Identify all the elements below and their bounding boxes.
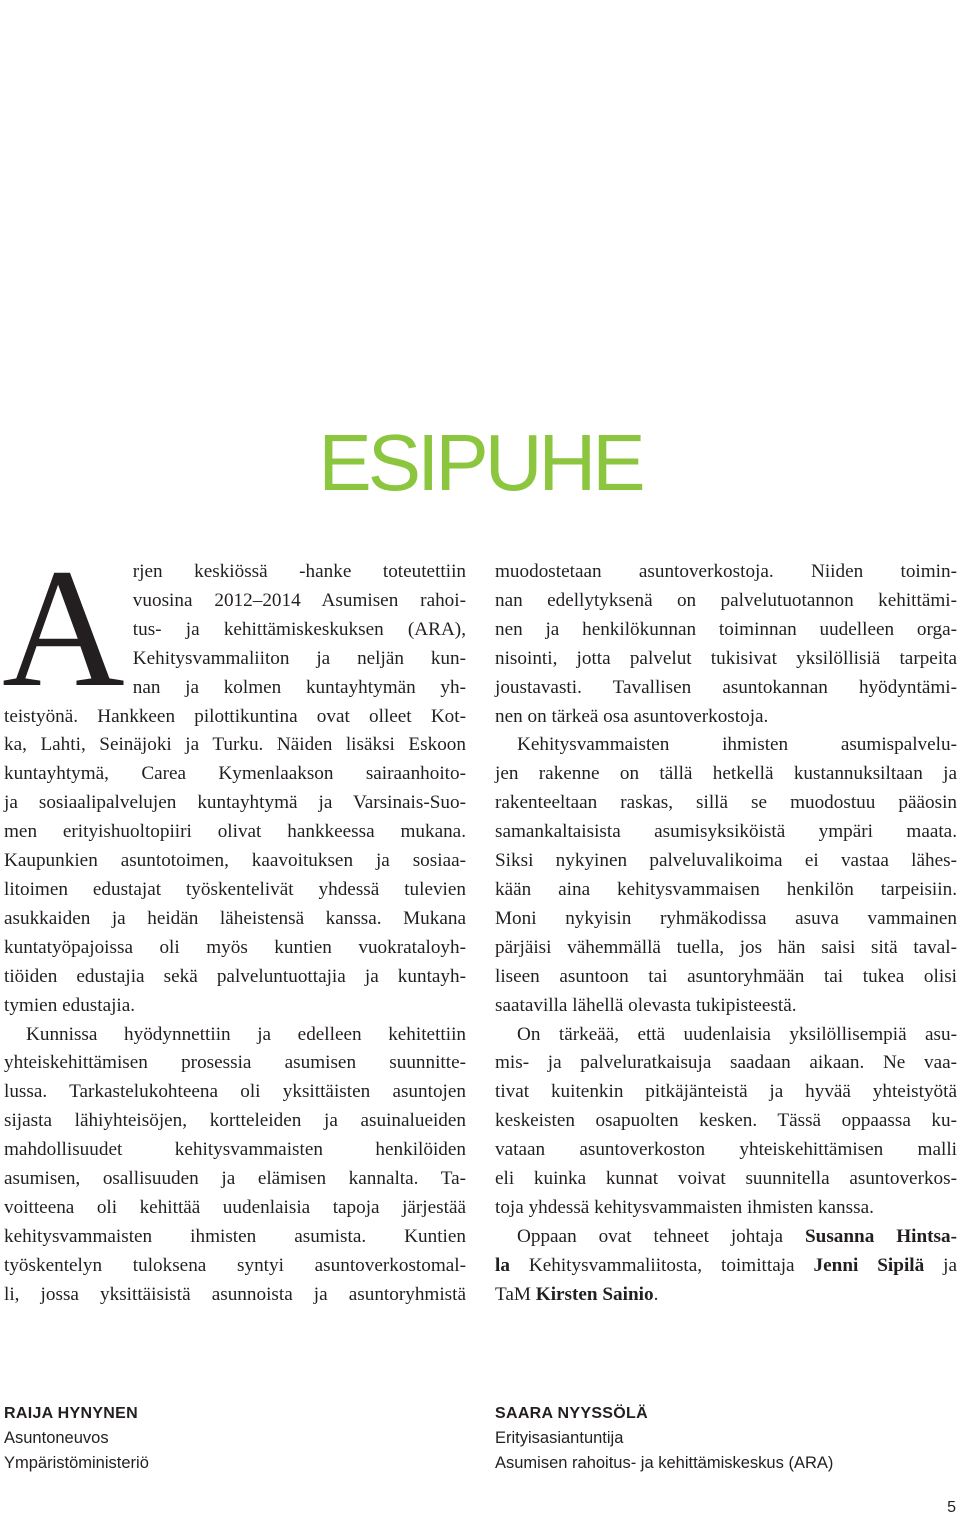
drop-cap: A xyxy=(2,534,125,722)
signature-org: Asumisen rahoitus- ja kehittämiskeskus (ARA) xyxy=(495,1454,834,1472)
page-title: ESIPUHE xyxy=(318,418,642,507)
paragraph-credits xyxy=(495,1223,957,1310)
credits-text-2: ja xyxy=(924,1254,958,1276)
signature-name: RAIJA HYNYNEN xyxy=(4,1405,138,1422)
signature-role: Asuntoneuvos xyxy=(4,1429,109,1447)
text-line: Moni nykyisin ryhmäkodissa asuva vammainen xyxy=(495,907,957,929)
text-line: Kaupunkien asuntotoimen, kaavoituksen ja sosiaa- xyxy=(4,850,466,872)
left-column xyxy=(2,534,466,1310)
text-line: li, jossa yksittäisistä asunnoista ja asuntoryhmistä xyxy=(4,1283,466,1305)
text-line xyxy=(495,1223,957,1252)
text-line: ja sosiaalipalvelujen kuntayhtymä ja Varsinais-Suo- xyxy=(4,792,466,814)
text-line: tiöiden edustajia sekä palveluntuottajia ja kuntayh- xyxy=(4,965,466,987)
text-line: tivat kuitenkin pitkäjänteistä ja hyvää yhteistyötä xyxy=(495,1081,957,1103)
text-line: Kunnissa hyödynnettiin ja edelleen kehitettiin xyxy=(26,1023,466,1045)
text-line: sijasta lähiyhteisöjen, kortteleiden ja asuinalueiden xyxy=(4,1110,466,1132)
text-line: toja yhdessä kehitysvammaisten ihmisten kanssa. xyxy=(495,1196,874,1218)
text-line: jen rakenne on tällä hetkellä kustannuksiltaan ja xyxy=(495,763,957,785)
text-line: kuntatyöpajoissa oli myös kuntien vuokrataloyh- xyxy=(4,936,466,958)
text-line: tymien edustajia. xyxy=(4,994,136,1016)
credits-text-3: TaM xyxy=(495,1283,536,1305)
text-line: pärjäisi vähemmällä tuella, jos hän saisi sitä taval- xyxy=(495,936,957,958)
text-line: rakenteeltaan raskas, sillä se muodostuu pääosin xyxy=(495,792,957,814)
signature-name: SAARA NYYSSÖLÄ xyxy=(495,1405,648,1422)
signature-role: Erityisasiantuntija xyxy=(495,1429,624,1447)
text-line: työskentelyn tuloksena syntyi asuntoverkostomal- xyxy=(4,1254,466,1276)
text-line: eli kuinka kunnat voivat suunnitella asuntoverkos- xyxy=(495,1168,957,1190)
text-line xyxy=(495,1281,957,1310)
credits-intro: Oppaan ovat tehneet johtaja xyxy=(517,1225,784,1247)
text-line: On tärkeää, että uudenlaisia yksilöllisempiä asu- xyxy=(517,1023,957,1045)
text-line xyxy=(495,1252,957,1281)
author-name-1: Susanna Hintsa- xyxy=(804,1225,958,1247)
text-line: mis- ja palveluratkaisuja saadaan aikaan. Ne vaa- xyxy=(495,1052,957,1074)
paragraph-3 xyxy=(495,558,957,731)
text-line: samankaltaisista asumisyksiköistä ympäri maata. xyxy=(495,821,957,843)
text-line: keskeisten osapuolten kesken. Tässä oppaassa ku- xyxy=(495,1110,957,1132)
text-line: liseen asuntoon tai asuntoryhmään tai tukea olisi xyxy=(495,965,957,987)
text-line: yhteiskehittämisen prosessia asumisen suunnitte- xyxy=(4,1052,466,1074)
text-line: joustavasti. Tavallisen asuntokannan hyödyntämi- xyxy=(495,676,957,698)
text-line: nan edellytyksenä on palvelutuotannon kehittämi- xyxy=(495,589,957,611)
text-line: voitteena oli kehittää uudenlaisia tapoja järjestää xyxy=(4,1196,466,1218)
text-line: nen on tärkeä osa asuntoverkostoja. xyxy=(495,705,769,727)
text-line: mahdollisuudet kehitysvammaisten henkilöiden xyxy=(4,1139,466,1161)
paragraph-2 xyxy=(4,1021,466,1310)
text-line: muodostetaan asuntoverkostoja. Niiden toimin- xyxy=(495,561,957,582)
text-line: ka, Lahti, Seinäjoki ja Turku. Näiden lisäksi Eskoon xyxy=(4,734,466,756)
text-line: asumisen, osallisuuden ja elämisen kannalta. Ta- xyxy=(4,1168,466,1190)
author-name-3: Kirsten Sainio xyxy=(535,1283,654,1305)
signature-block-2 xyxy=(495,1401,833,1476)
text-line: nan ja kolmen kuntayhtymän yh- xyxy=(132,676,466,698)
credits-text-4: . xyxy=(653,1283,659,1305)
text-line: kuntayhtymä, Carea Kymenlaakson sairaanhoito- xyxy=(4,763,466,785)
text-line: kehitysvammaisten ihmisten asumista. Kuntien xyxy=(4,1225,466,1247)
text-line: rjen keskiössä -hanke toteutettiin xyxy=(132,561,466,582)
text-line: Siksi nykyinen palveluvalikoima ei vastaa lähes- xyxy=(495,850,957,872)
text-line: men erityishuoltopiiri olivat hankkeessa mukana. xyxy=(4,821,466,843)
credits-text-1: Kehitysvammaliitosta, toimittaja xyxy=(509,1254,814,1276)
text-line: lussa. Tarkastelukohteena oli yksittäisten asuntojen xyxy=(4,1081,466,1103)
text-line: Kehitysvammaisten ihmisten asumispalvelu- xyxy=(517,734,957,756)
text-line: teistyönä. Hankkeen pilottikuntina ovat olleet Kot- xyxy=(4,705,466,727)
page-number: 5 xyxy=(947,1499,956,1516)
paragraph-5 xyxy=(495,1021,957,1223)
text-line: Kehitysvammaliiton ja neljän kun- xyxy=(132,647,466,669)
text-line: asukkaiden ja heidän läheistensä kanssa. Mukana xyxy=(4,907,466,929)
text-line: litoimen edustajat työskentelivät yhdessä tulevien xyxy=(4,878,466,900)
text-line: vataan asuntoverkoston yhteiskehittämisen malli xyxy=(495,1139,957,1161)
paragraph-4 xyxy=(495,731,957,1020)
text-line: nen ja henkilökunnan toiminnan uudelleen orga- xyxy=(495,618,957,640)
signature-block-1 xyxy=(4,1401,149,1476)
text-line: tus- ja kehittämiskeskuksen (ARA), xyxy=(132,618,466,640)
text-line: kään aina kehitysvammaisen henkilön tarpeisiin. xyxy=(495,878,957,900)
author-name-2: Jenni Sipilä xyxy=(813,1254,925,1276)
text-line: vuosina 2012–2014 Asumisen rahoi- xyxy=(132,589,466,611)
text-line: nisointi, jotta palvelut tukisivat yksilöllisiä tarpeita xyxy=(495,647,957,669)
signature-org: Ympäristöministeriö xyxy=(4,1454,149,1472)
right-column xyxy=(495,558,957,1310)
text-line: saatavilla lähellä olevasta tukipisteestä. xyxy=(495,994,797,1016)
author-name-1-end: la xyxy=(495,1254,510,1276)
